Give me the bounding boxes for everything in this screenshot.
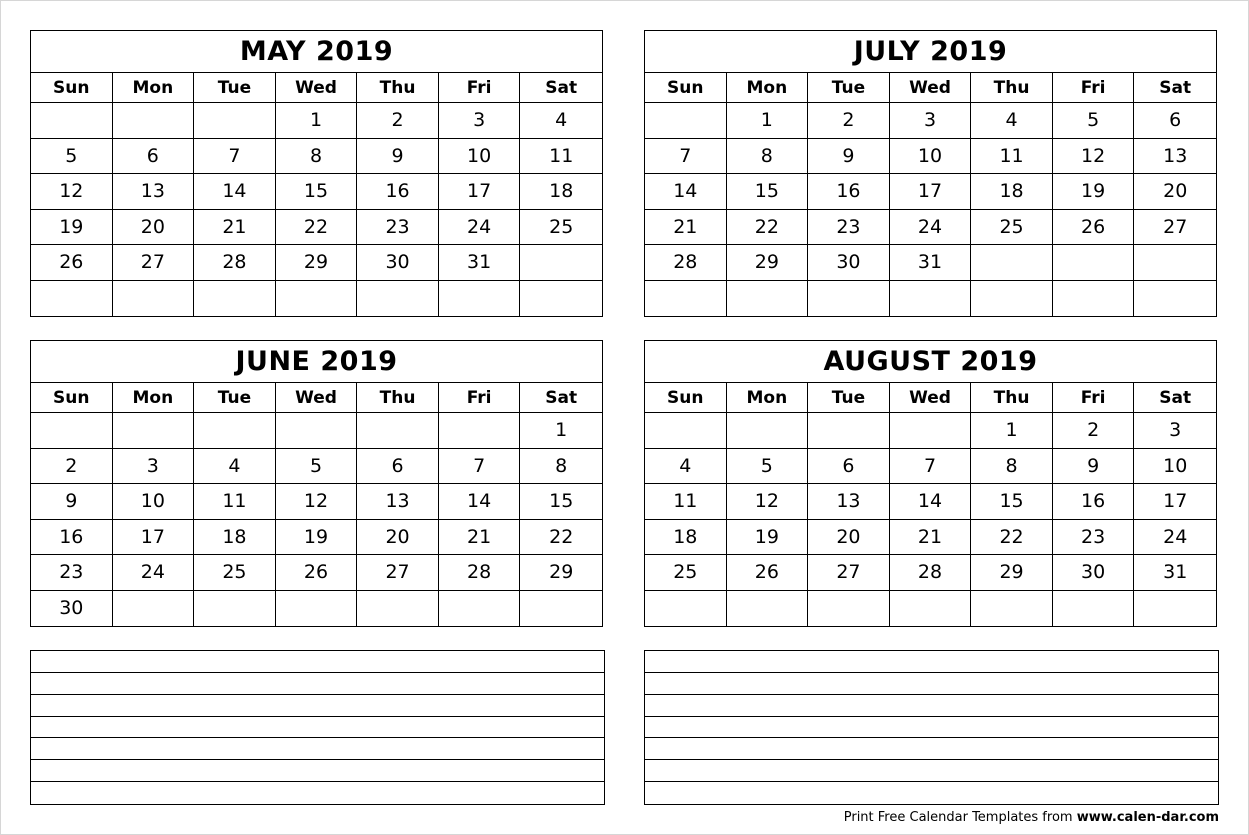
day-cell: 1 <box>276 103 358 138</box>
day-cell: 7 <box>194 139 276 174</box>
weekday-label: Mon <box>727 73 809 102</box>
day-cell <box>890 413 972 448</box>
day-cell: 23 <box>357 210 439 245</box>
week-row <box>645 413 1216 449</box>
day-cell <box>113 413 195 448</box>
week-row <box>645 281 1216 317</box>
day-cell: 11 <box>645 484 727 519</box>
week-row <box>645 484 1216 520</box>
day-cell <box>357 281 439 317</box>
note-line <box>645 760 1218 782</box>
note-line <box>31 717 604 739</box>
day-cell: 19 <box>1053 174 1135 209</box>
day-cell: 11 <box>194 484 276 519</box>
weekday-label: Tue <box>808 383 890 412</box>
week-row <box>645 210 1216 246</box>
weekday-label: Sun <box>645 383 727 412</box>
day-cell <box>194 281 276 317</box>
weekday-label: Mon <box>113 73 195 102</box>
day-cell <box>1053 281 1135 317</box>
calendar-title: JULY 2019 <box>645 31 1216 73</box>
day-cell: 12 <box>276 484 358 519</box>
weekday-label: Tue <box>194 383 276 412</box>
day-cell: 23 <box>808 210 890 245</box>
day-cell: 8 <box>276 139 358 174</box>
day-cell <box>276 591 358 627</box>
day-cell: 11 <box>971 139 1053 174</box>
week-row <box>31 245 602 281</box>
day-cell: 16 <box>808 174 890 209</box>
calendar-title: AUGUST 2019 <box>645 341 1216 383</box>
day-cell: 22 <box>971 520 1053 555</box>
weekday-header-row <box>645 73 1216 103</box>
weekday-label: Fri <box>439 383 521 412</box>
day-cell: 14 <box>645 174 727 209</box>
calendar-may-2019 <box>30 30 603 317</box>
day-cell <box>645 281 727 317</box>
day-cell <box>808 591 890 627</box>
week-row <box>645 245 1216 281</box>
day-cell: 18 <box>549 180 574 203</box>
weekday-label: Thu <box>971 383 1053 412</box>
day-cell: 13 <box>808 484 890 519</box>
day-cell: 19 <box>276 520 358 555</box>
day-cell: 13 <box>357 484 439 519</box>
day-cell: 31 <box>1163 561 1188 584</box>
weekday-label: Fri <box>439 73 521 102</box>
weekday-label: Fri <box>1053 73 1135 102</box>
week-row <box>31 484 602 520</box>
day-cell: 28 <box>890 555 972 590</box>
weekday-label: Thu <box>357 383 439 412</box>
weekday-label: Wed <box>890 383 972 412</box>
day-cell: 9 <box>1053 449 1135 484</box>
day-cell <box>1053 245 1135 280</box>
day-cell: 13 <box>113 174 195 209</box>
note-line <box>645 738 1218 760</box>
day-cell: 29 <box>276 245 358 280</box>
day-cell: 10 <box>439 139 521 174</box>
notes-left <box>30 650 605 805</box>
day-cell: 30 <box>31 591 113 627</box>
day-cell: 29 <box>727 245 809 280</box>
weekday-label: Wed <box>276 73 358 102</box>
weekday-label: Mon <box>727 383 809 412</box>
day-cell: 3 <box>1169 419 1182 442</box>
day-cell: 24 <box>1163 525 1188 548</box>
day-cell: 8 <box>727 139 809 174</box>
day-cell: 28 <box>194 245 276 280</box>
footer-credit <box>844 810 1219 825</box>
day-cell: 9 <box>31 484 113 519</box>
day-cell: 5 <box>727 449 809 484</box>
day-cell: 26 <box>276 555 358 590</box>
day-cell <box>645 103 727 138</box>
day-cell: 1 <box>727 103 809 138</box>
weekday-label: Fri <box>1053 383 1135 412</box>
note-line <box>645 782 1218 804</box>
day-cell: 8 <box>555 454 568 477</box>
day-cell: 23 <box>1053 520 1135 555</box>
day-cell <box>971 245 1053 280</box>
weekday-label: Sun <box>645 73 727 102</box>
weekday-label: Wed <box>890 73 972 102</box>
note-line <box>645 651 1218 673</box>
day-cell: 27 <box>113 245 195 280</box>
day-cell: 18 <box>971 174 1053 209</box>
day-cell: 15 <box>549 490 574 513</box>
day-cell: 28 <box>439 555 521 590</box>
day-cell <box>276 281 358 317</box>
day-cell: 27 <box>808 555 890 590</box>
day-cell <box>1134 281 1216 317</box>
day-cell: 27 <box>357 555 439 590</box>
day-cell: 21 <box>890 520 972 555</box>
week-row <box>645 591 1216 627</box>
day-cell: 17 <box>113 520 195 555</box>
weekday-label: Wed <box>276 383 358 412</box>
day-cell <box>31 103 113 138</box>
day-cell <box>971 281 1053 317</box>
day-cell: 2 <box>808 103 890 138</box>
day-cell <box>31 413 113 448</box>
day-cell <box>194 413 276 448</box>
day-cell: 6 <box>1169 109 1182 132</box>
day-cell: 15 <box>727 174 809 209</box>
day-cell: 4 <box>194 449 276 484</box>
day-cell: 3 <box>113 449 195 484</box>
week-row <box>31 413 602 449</box>
day-cell: 7 <box>645 139 727 174</box>
day-cell: 14 <box>890 484 972 519</box>
day-cell <box>727 591 809 627</box>
week-row <box>645 174 1216 210</box>
day-cell <box>357 591 439 627</box>
day-cell: 10 <box>890 139 972 174</box>
day-cell: 22 <box>727 210 809 245</box>
day-cell: 24 <box>439 210 521 245</box>
day-cell: 3 <box>439 103 521 138</box>
week-row <box>31 520 602 556</box>
week-row <box>645 139 1216 175</box>
day-cell: 27 <box>1163 215 1188 238</box>
note-line <box>31 782 604 804</box>
day-cell: 16 <box>1053 484 1135 519</box>
day-cell: 12 <box>1053 139 1135 174</box>
day-cell: 7 <box>439 449 521 484</box>
day-cell: 12 <box>31 174 113 209</box>
day-cell: 17 <box>1163 490 1188 513</box>
day-cell: 10 <box>113 484 195 519</box>
day-cell: 6 <box>808 449 890 484</box>
week-row <box>31 281 602 317</box>
day-cell <box>31 281 113 317</box>
note-line <box>31 673 604 695</box>
week-row <box>645 103 1216 139</box>
day-cell: 11 <box>549 144 574 167</box>
day-cell: 4 <box>555 109 568 132</box>
day-cell: 4 <box>645 449 727 484</box>
day-cell <box>890 591 972 627</box>
weekday-header-row <box>31 383 602 413</box>
day-cell: 22 <box>276 210 358 245</box>
weekday-label: Sun <box>31 383 113 412</box>
week-row <box>31 591 602 627</box>
day-cell: 6 <box>357 449 439 484</box>
day-cell <box>727 413 809 448</box>
day-cell: 20 <box>808 520 890 555</box>
day-cell: 29 <box>971 555 1053 590</box>
day-cell: 21 <box>194 210 276 245</box>
week-row <box>31 139 602 175</box>
day-cell: 31 <box>439 245 521 280</box>
weekday-label: Sat <box>1159 387 1192 408</box>
day-cell: 25 <box>971 210 1053 245</box>
weekday-label: Sat <box>545 77 578 98</box>
day-cell: 14 <box>194 174 276 209</box>
day-cell: 9 <box>808 139 890 174</box>
day-cell: 15 <box>276 174 358 209</box>
day-cell <box>439 281 521 317</box>
week-row <box>645 520 1216 556</box>
day-cell <box>194 103 276 138</box>
notes-right <box>644 650 1219 805</box>
weekday-label: Thu <box>971 73 1053 102</box>
day-cell: 19 <box>31 210 113 245</box>
weekday-label: Tue <box>194 73 276 102</box>
day-cell <box>520 245 602 280</box>
day-cell: 1 <box>555 419 568 442</box>
note-line <box>31 738 604 760</box>
week-row <box>31 174 602 210</box>
day-cell: 17 <box>439 174 521 209</box>
day-cell: 5 <box>276 449 358 484</box>
day-cell: 4 <box>971 103 1053 138</box>
day-cell <box>439 591 521 627</box>
day-cell: 16 <box>357 174 439 209</box>
week-row <box>31 555 602 591</box>
day-cell: 26 <box>727 555 809 590</box>
week-row <box>31 449 602 485</box>
day-cell: 12 <box>727 484 809 519</box>
week-row <box>645 449 1216 485</box>
note-line <box>645 695 1218 717</box>
day-cell: 2 <box>31 449 113 484</box>
day-cell: 2 <box>1053 413 1135 448</box>
day-cell: 18 <box>194 520 276 555</box>
day-cell: 10 <box>1163 454 1188 477</box>
day-cell <box>520 281 602 317</box>
footer-site-link[interactable]: www.calen-dar.com <box>1076 810 1219 825</box>
weekday-label: Thu <box>357 73 439 102</box>
day-cell: 25 <box>645 555 727 590</box>
day-cell <box>113 103 195 138</box>
day-cell: 22 <box>549 525 574 548</box>
day-cell: 20 <box>1163 180 1188 203</box>
note-line <box>645 673 1218 695</box>
weekday-label: Sun <box>31 73 113 102</box>
day-cell: 25 <box>549 215 574 238</box>
day-cell <box>194 591 276 627</box>
day-cell <box>520 591 602 627</box>
note-line <box>31 651 604 673</box>
weekday-label: Mon <box>113 383 195 412</box>
calendar-title: JUNE 2019 <box>31 341 602 383</box>
day-cell: 21 <box>439 520 521 555</box>
day-cell: 19 <box>727 520 809 555</box>
day-cell: 24 <box>113 555 195 590</box>
day-cell <box>645 591 727 627</box>
weekday-header-row <box>645 383 1216 413</box>
day-cell <box>890 281 972 317</box>
day-cell: 29 <box>549 561 574 584</box>
day-cell: 28 <box>645 245 727 280</box>
day-cell <box>808 281 890 317</box>
calendar-july-2019 <box>644 30 1217 317</box>
day-cell <box>1134 245 1216 280</box>
day-cell: 14 <box>439 484 521 519</box>
day-cell: 21 <box>645 210 727 245</box>
day-cell: 3 <box>890 103 972 138</box>
day-cell: 6 <box>113 139 195 174</box>
day-cell: 2 <box>357 103 439 138</box>
day-cell <box>113 281 195 317</box>
day-cell: 24 <box>890 210 972 245</box>
weekday-header-row <box>31 73 602 103</box>
day-cell: 26 <box>1053 210 1135 245</box>
day-cell: 23 <box>31 555 113 590</box>
note-line <box>31 760 604 782</box>
day-cell <box>113 591 195 627</box>
note-line <box>31 695 604 717</box>
day-cell: 30 <box>1053 555 1135 590</box>
day-cell: 25 <box>194 555 276 590</box>
day-cell <box>276 413 358 448</box>
day-cell: 8 <box>971 449 1053 484</box>
day-cell: 30 <box>357 245 439 280</box>
day-cell: 26 <box>31 245 113 280</box>
day-cell: 7 <box>890 449 972 484</box>
day-cell: 20 <box>113 210 195 245</box>
weekday-label: Sat <box>1159 77 1192 98</box>
day-cell: 5 <box>31 139 113 174</box>
day-cell: 1 <box>971 413 1053 448</box>
day-cell: 31 <box>890 245 972 280</box>
day-cell: 30 <box>808 245 890 280</box>
note-line <box>645 717 1218 739</box>
day-cell <box>357 413 439 448</box>
day-cell: 9 <box>357 139 439 174</box>
day-cell: 16 <box>31 520 113 555</box>
calendar-june-2019 <box>30 340 603 627</box>
week-row <box>31 103 602 139</box>
footer-prefix: Print Free Calendar Templates from <box>843 810 1073 825</box>
day-cell <box>1053 591 1135 627</box>
day-cell <box>808 413 890 448</box>
week-row <box>645 555 1216 591</box>
day-cell: 18 <box>645 520 727 555</box>
day-cell <box>727 281 809 317</box>
day-cell <box>645 413 727 448</box>
day-cell <box>439 413 521 448</box>
weekday-label: Sat <box>545 387 578 408</box>
day-cell: 15 <box>971 484 1053 519</box>
day-cell <box>971 591 1053 627</box>
weekday-label: Tue <box>808 73 890 102</box>
calendar-august-2019 <box>644 340 1217 627</box>
day-cell: 13 <box>1163 144 1188 167</box>
week-row <box>31 210 602 246</box>
day-cell: 5 <box>1053 103 1135 138</box>
day-cell: 17 <box>890 174 972 209</box>
day-cell: 20 <box>357 520 439 555</box>
day-cell <box>1134 591 1216 627</box>
calendar-title: MAY 2019 <box>31 31 602 73</box>
